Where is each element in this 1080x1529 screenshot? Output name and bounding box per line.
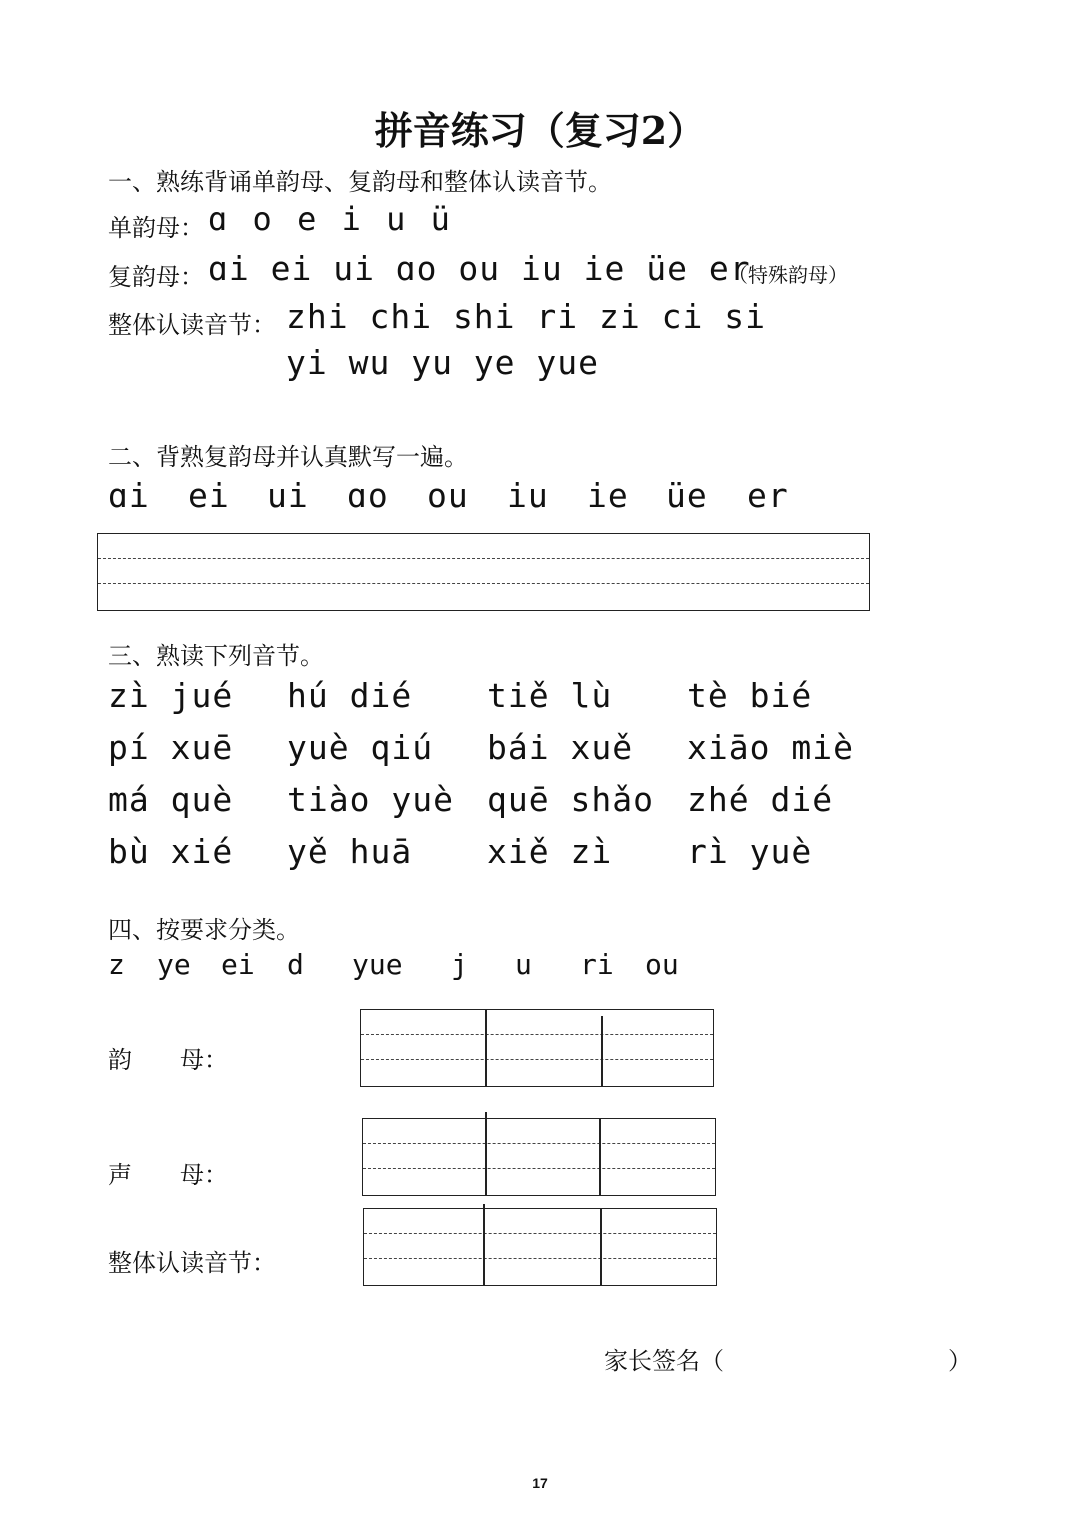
section3-heading: 三、熟读下列音节。: [108, 642, 324, 670]
cell-divider: [599, 1119, 601, 1195]
initials-answer-grid[interactable]: [362, 1118, 716, 1196]
special-finals-note: （特殊韵母）: [728, 263, 848, 287]
cell-divider: [485, 1010, 487, 1086]
syllable-pair: bù xié: [108, 832, 234, 871]
cell-divider: [483, 1204, 485, 1285]
compound-finals-label: 复韵母：: [108, 263, 204, 291]
section2-heading: 二、背熟复韵母并认真默写一遍。: [108, 443, 468, 471]
simple-finals-label: 单韵母：: [108, 214, 204, 242]
syllable-pair: xiě zì: [487, 832, 613, 871]
syllable-pair: pí xuē: [108, 728, 234, 767]
classify-item: yue: [352, 948, 403, 981]
classify-item: z: [108, 948, 125, 981]
simple-finals: ɑ o e i u ü: [208, 200, 453, 238]
classify-item: j: [451, 948, 468, 981]
syllable-pair: bái xuě: [487, 728, 634, 767]
whole-syllables-line2: yi wu yu ye yue: [286, 343, 600, 382]
guide-line: [363, 1143, 715, 1144]
cell-divider: [601, 1016, 603, 1086]
syllable-pair: tè bié: [687, 676, 813, 715]
guide-line: [364, 1233, 716, 1234]
compound-finals: ɑi ei ui ɑo ou iu ie üe er: [208, 249, 751, 288]
cell-divider: [600, 1209, 602, 1285]
syllable-pair: yě huā: [287, 832, 413, 871]
whole-syllables-classify-label: 整体认读音节：: [108, 1249, 276, 1277]
finals-label: 韵 母：: [108, 1046, 228, 1074]
classify-item: ou: [645, 948, 679, 981]
compound-final-item: ui: [267, 476, 309, 515]
section1-heading: 一、熟练背诵单韵母、复韵母和整体认读音节。: [108, 168, 612, 196]
parent-signature-label: 家长签名（: [604, 1347, 724, 1375]
syllable-pair: má què: [108, 780, 234, 819]
guide-line: [364, 1258, 716, 1259]
classify-item: ye: [157, 948, 191, 981]
syllable-pair: rì yuè: [687, 832, 813, 871]
compound-final-item: ou: [427, 476, 469, 515]
finals-answer-grid[interactable]: [360, 1009, 714, 1087]
classify-item: ei: [221, 948, 255, 981]
syllable-pair: tiào yuè: [287, 780, 454, 819]
classify-item: d: [287, 948, 304, 981]
initials-label: 声 母：: [108, 1161, 228, 1189]
guide-line: [361, 1034, 713, 1035]
compound-final-item: ɑi: [108, 476, 150, 515]
whole-syllables-label: 整体认读音节：: [108, 311, 276, 339]
whole-syllables-answer-grid[interactable]: [363, 1208, 717, 1286]
syllable-pair: hú dié: [287, 676, 413, 715]
guide-line: [98, 583, 869, 584]
guide-line: [98, 558, 869, 559]
guide-line: [361, 1059, 713, 1060]
classify-item: u: [515, 948, 532, 981]
writing-grid-section2[interactable]: [97, 533, 870, 611]
syllable-pair: xiāo miè: [687, 728, 854, 767]
parent-signature-field[interactable]: [736, 1336, 944, 1372]
compound-final-item: ei: [188, 476, 230, 515]
cell-divider: [485, 1112, 487, 1195]
section4-heading: 四、按要求分类。: [108, 916, 300, 944]
syllable-pair: yuè qiú: [287, 728, 434, 767]
syllable-pair: quē shǎo: [487, 780, 654, 819]
syllable-pair: tiě lù: [487, 676, 613, 715]
compound-final-item: iu: [507, 476, 549, 515]
syllable-pair: zì jué: [108, 676, 234, 715]
compound-final-item: ie: [587, 476, 629, 515]
page-title: 拼音练习（复习2）: [374, 108, 706, 153]
compound-final-item: üe: [666, 476, 708, 515]
page-number: 17: [532, 1475, 548, 1491]
compound-final-item: er: [747, 476, 789, 515]
guide-line: [363, 1168, 715, 1169]
whole-syllables-line1: zhi chi shi ri zi ci si: [286, 297, 766, 336]
parent-signature-close: ）: [948, 1347, 972, 1375]
syllable-pair: zhé dié: [687, 780, 834, 819]
classify-item: ri: [580, 948, 614, 981]
compound-final-item: ɑo: [347, 476, 389, 515]
